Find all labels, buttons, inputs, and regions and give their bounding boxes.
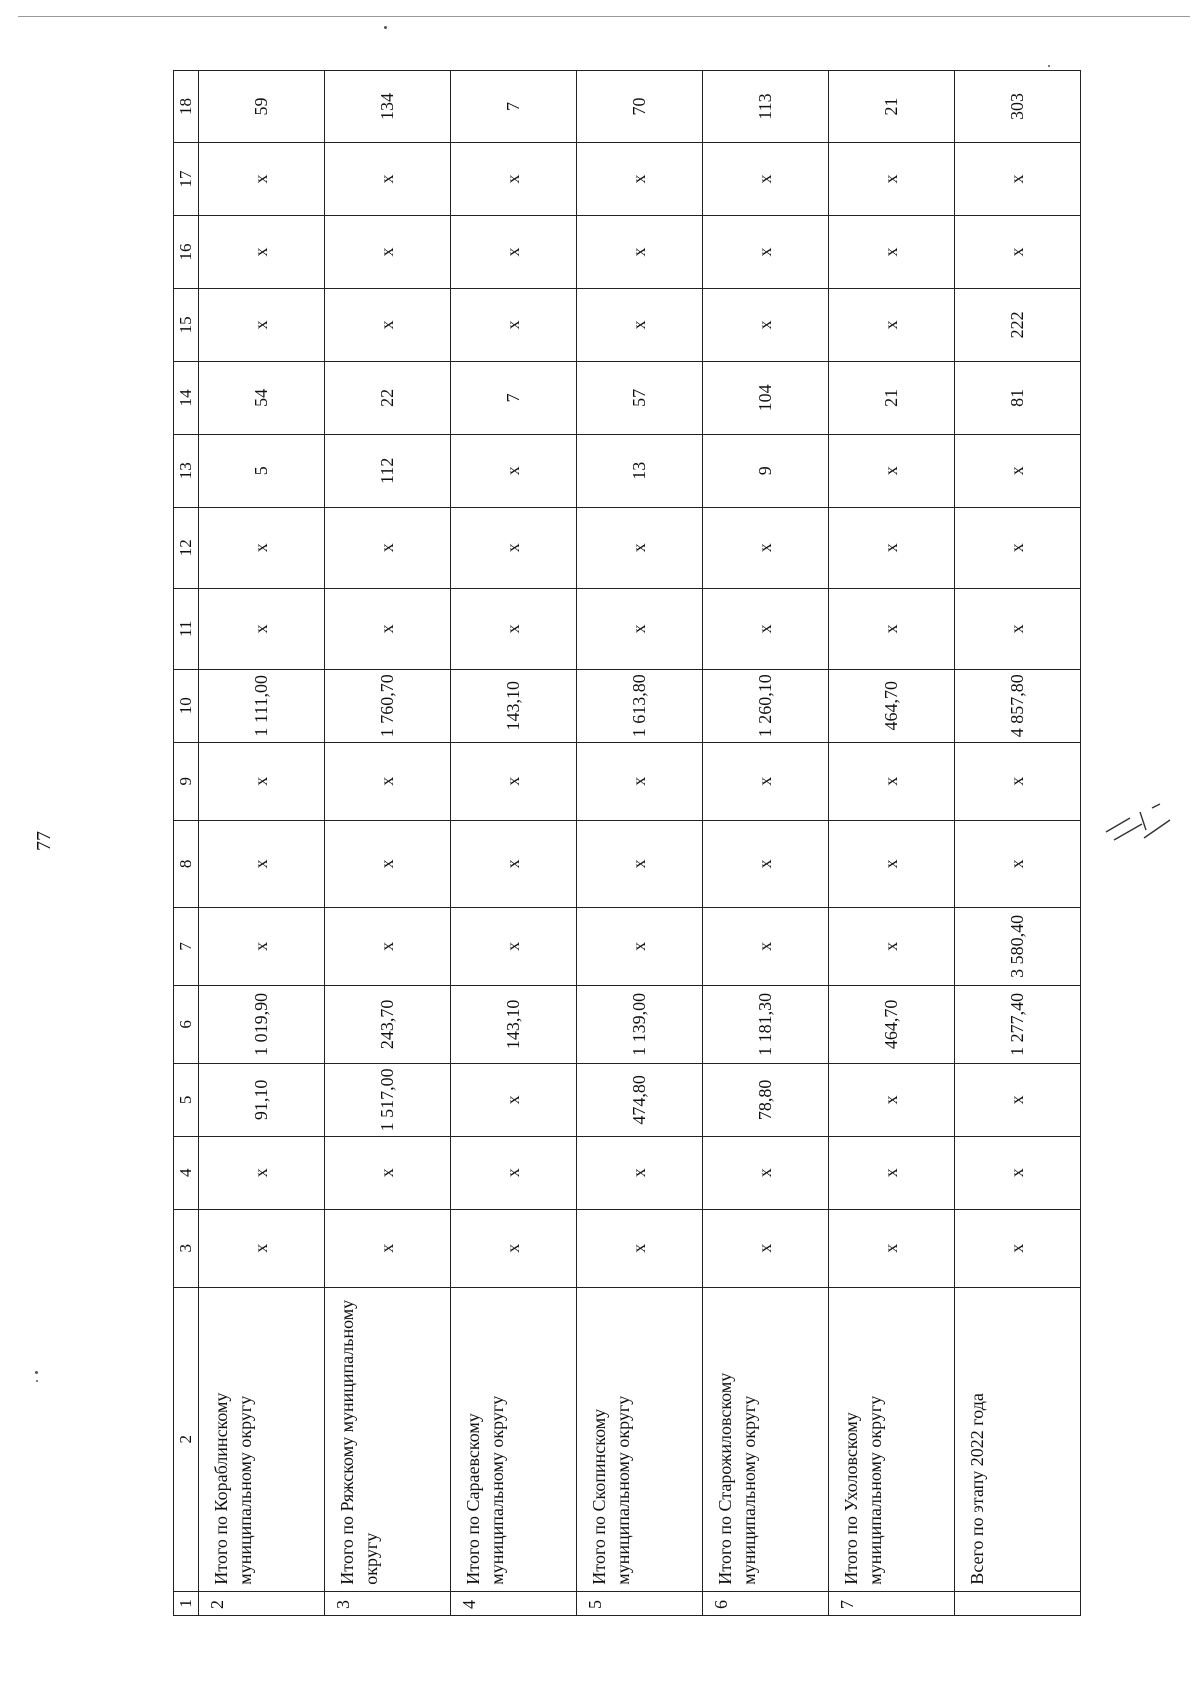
table-cell: х <box>829 507 955 588</box>
table-cell: х <box>829 1209 955 1287</box>
table-cell: х <box>451 907 577 985</box>
scan-speck <box>384 26 387 29</box>
column-header-15: 15 <box>174 288 199 361</box>
table-cell: х <box>199 820 325 907</box>
table-cell: 70 <box>577 71 703 143</box>
row-name: Итого по Скопинскому муниципальному округу <box>577 1287 703 1591</box>
row-number <box>955 1591 1081 1615</box>
row-name: Итого по Сараевскому муниципальному округу <box>451 1287 577 1591</box>
table-row <box>703 71 829 1616</box>
table-cell: 1 019,90 <box>199 985 325 1063</box>
table-cell: 134 <box>325 71 451 143</box>
table-cell: х <box>829 215 955 288</box>
table-cell: 243,70 <box>325 985 451 1063</box>
table-cell: х <box>577 215 703 288</box>
table-cell: 303 <box>955 71 1081 143</box>
row-name: Итого по Кораблинскому муниципальному округу <box>199 1287 325 1591</box>
row-number: 4 <box>451 1591 577 1615</box>
table-cell: х <box>703 588 829 669</box>
table-cell: х <box>955 507 1081 588</box>
table-cell: х <box>199 143 325 216</box>
table-cell: 474,80 <box>577 1063 703 1136</box>
table-cell: 21 <box>829 361 955 434</box>
table-cell: х <box>829 1063 955 1136</box>
table-cell: х <box>451 742 577 820</box>
table-cell: х <box>451 288 577 361</box>
table-cell: х <box>451 820 577 907</box>
table-cell: х <box>325 1136 451 1209</box>
table-cell: х <box>199 588 325 669</box>
scan-speck <box>36 1380 38 1382</box>
column-header-17: 17 <box>174 143 199 216</box>
table-cell: х <box>451 588 577 669</box>
table-cell: х <box>829 143 955 216</box>
table-cell: х <box>955 1136 1081 1209</box>
column-header-6: 6 <box>174 985 199 1063</box>
table-cell: х <box>199 1136 325 1209</box>
scan-mark-icon <box>1100 790 1180 850</box>
table-cell: х <box>829 1136 955 1209</box>
table-cell: х <box>451 1136 577 1209</box>
table-cell: х <box>703 143 829 216</box>
table-cell: 54 <box>199 361 325 434</box>
column-number-row <box>174 71 199 1616</box>
table-row <box>577 71 703 1616</box>
row-number: 7 <box>829 1591 955 1615</box>
table-row <box>955 71 1081 1616</box>
scan-speck <box>35 1371 38 1374</box>
table-cell: 104 <box>703 361 829 434</box>
table-cell: 1 760,70 <box>325 669 451 742</box>
table-cell: х <box>955 742 1081 820</box>
table-cell: 59 <box>199 71 325 143</box>
table-cell: х <box>577 742 703 820</box>
table-cell: 78,80 <box>703 1063 829 1136</box>
table-cell: 464,70 <box>829 985 955 1063</box>
table-cell: х <box>577 907 703 985</box>
table-cell: 112 <box>325 434 451 507</box>
row-name: Итого по Ухоловскому муниципальному округу <box>829 1287 955 1591</box>
table-cell: 7 <box>451 361 577 434</box>
column-header-12: 12 <box>174 507 199 588</box>
table-cell: х <box>325 742 451 820</box>
table-cell: х <box>703 507 829 588</box>
table-cell: х <box>199 1209 325 1287</box>
row-name: Всего по этапу 2022 года <box>955 1287 1081 1591</box>
table-cell: х <box>829 288 955 361</box>
table-cell: х <box>703 907 829 985</box>
table-cell: х <box>577 1136 703 1209</box>
row-name: Итого по Старожиловскому муниципальному округу <box>703 1287 829 1591</box>
table-cell: х <box>577 1209 703 1287</box>
report-table <box>173 70 1081 1616</box>
table-cell: 4 857,80 <box>955 669 1081 742</box>
table-cell: х <box>325 588 451 669</box>
table-cell: х <box>325 907 451 985</box>
table-cell: 81 <box>955 361 1081 434</box>
column-header-10: 10 <box>174 669 199 742</box>
table-cell: х <box>451 1209 577 1287</box>
column-header-4: 4 <box>174 1136 199 1209</box>
table-cell: х <box>703 820 829 907</box>
table-cell: х <box>325 215 451 288</box>
table-cell: х <box>451 434 577 507</box>
table-cell: х <box>955 434 1081 507</box>
column-header-11: 11 <box>174 588 199 669</box>
table-cell: 1 181,30 <box>703 985 829 1063</box>
table-cell: х <box>703 1136 829 1209</box>
column-header-9: 9 <box>174 742 199 820</box>
table-cell: х <box>955 215 1081 288</box>
table-cell: 13 <box>577 434 703 507</box>
scan-speck <box>1048 65 1050 67</box>
table-cell: х <box>325 507 451 588</box>
table-cell: 222 <box>955 288 1081 361</box>
top-border-line <box>18 16 1190 17</box>
column-header-16: 16 <box>174 215 199 288</box>
table-cell: 22 <box>325 361 451 434</box>
row-number: 5 <box>577 1591 703 1615</box>
table-cell: х <box>829 820 955 907</box>
row-number: 3 <box>325 1591 451 1615</box>
table-cell: х <box>451 143 577 216</box>
column-header-5: 5 <box>174 1063 199 1136</box>
table-cell: 5 <box>199 434 325 507</box>
table-cell: х <box>955 1063 1081 1136</box>
table-cell: х <box>325 288 451 361</box>
table-cell: 1 260,10 <box>703 669 829 742</box>
table-cell: х <box>703 215 829 288</box>
column-header-13: 13 <box>174 434 199 507</box>
table-row <box>325 71 451 1616</box>
table-cell: 1 613,80 <box>577 669 703 742</box>
table-cell: 21 <box>829 71 955 143</box>
column-header-8: 8 <box>174 820 199 907</box>
table-cell: х <box>703 288 829 361</box>
report-table-rotated <box>173 70 1027 1616</box>
table-cell: х <box>325 143 451 216</box>
table-cell: х <box>577 507 703 588</box>
table-cell: 91,10 <box>199 1063 325 1136</box>
column-header-2: 2 <box>174 1287 199 1591</box>
column-header-18: 18 <box>174 71 199 143</box>
column-header-7: 7 <box>174 907 199 985</box>
table-cell: 1 517,00 <box>325 1063 451 1136</box>
table-cell: х <box>451 507 577 588</box>
table-cell: 143,10 <box>451 669 577 742</box>
table-cell: 1 111,00 <box>199 669 325 742</box>
table-cell: 1 139,00 <box>577 985 703 1063</box>
table-cell: х <box>577 143 703 216</box>
table-cell: 143,10 <box>451 985 577 1063</box>
table-cell: х <box>325 820 451 907</box>
page-number: 77 <box>33 831 55 851</box>
table-cell: х <box>451 1063 577 1136</box>
table-cell: х <box>955 588 1081 669</box>
table-cell: х <box>199 907 325 985</box>
table-cell: 1 277,40 <box>955 985 1081 1063</box>
table-cell: х <box>199 288 325 361</box>
table-cell: х <box>829 588 955 669</box>
table-cell: 57 <box>577 361 703 434</box>
column-header-3: 3 <box>174 1209 199 1287</box>
table-cell: х <box>577 820 703 907</box>
table-cell: 113 <box>703 71 829 143</box>
table-row <box>199 71 325 1616</box>
column-header-14: 14 <box>174 361 199 434</box>
table-cell: х <box>955 820 1081 907</box>
table-cell: х <box>703 1209 829 1287</box>
row-name: Итого по Ряжскому муниципальному округу <box>325 1287 451 1591</box>
table-cell: 464,70 <box>829 669 955 742</box>
table-cell: х <box>703 742 829 820</box>
table-cell: х <box>829 742 955 820</box>
table-row <box>829 71 955 1616</box>
table-cell: 9 <box>703 434 829 507</box>
table-cell: х <box>199 215 325 288</box>
table-cell: х <box>451 215 577 288</box>
column-header-1: 1 <box>174 1591 199 1615</box>
table-cell: х <box>577 288 703 361</box>
row-number: 2 <box>199 1591 325 1615</box>
table-cell: х <box>325 1209 451 1287</box>
table-row <box>451 71 577 1616</box>
table-cell: х <box>829 434 955 507</box>
table-cell: х <box>955 1209 1081 1287</box>
row-number: 6 <box>703 1591 829 1615</box>
table-cell: х <box>199 742 325 820</box>
table-cell: х <box>829 907 955 985</box>
table-cell: х <box>577 588 703 669</box>
table-cell: 3 580,40 <box>955 907 1081 985</box>
table-cell: х <box>955 143 1081 216</box>
table-cell: 7 <box>451 71 577 143</box>
table-cell: х <box>199 507 325 588</box>
